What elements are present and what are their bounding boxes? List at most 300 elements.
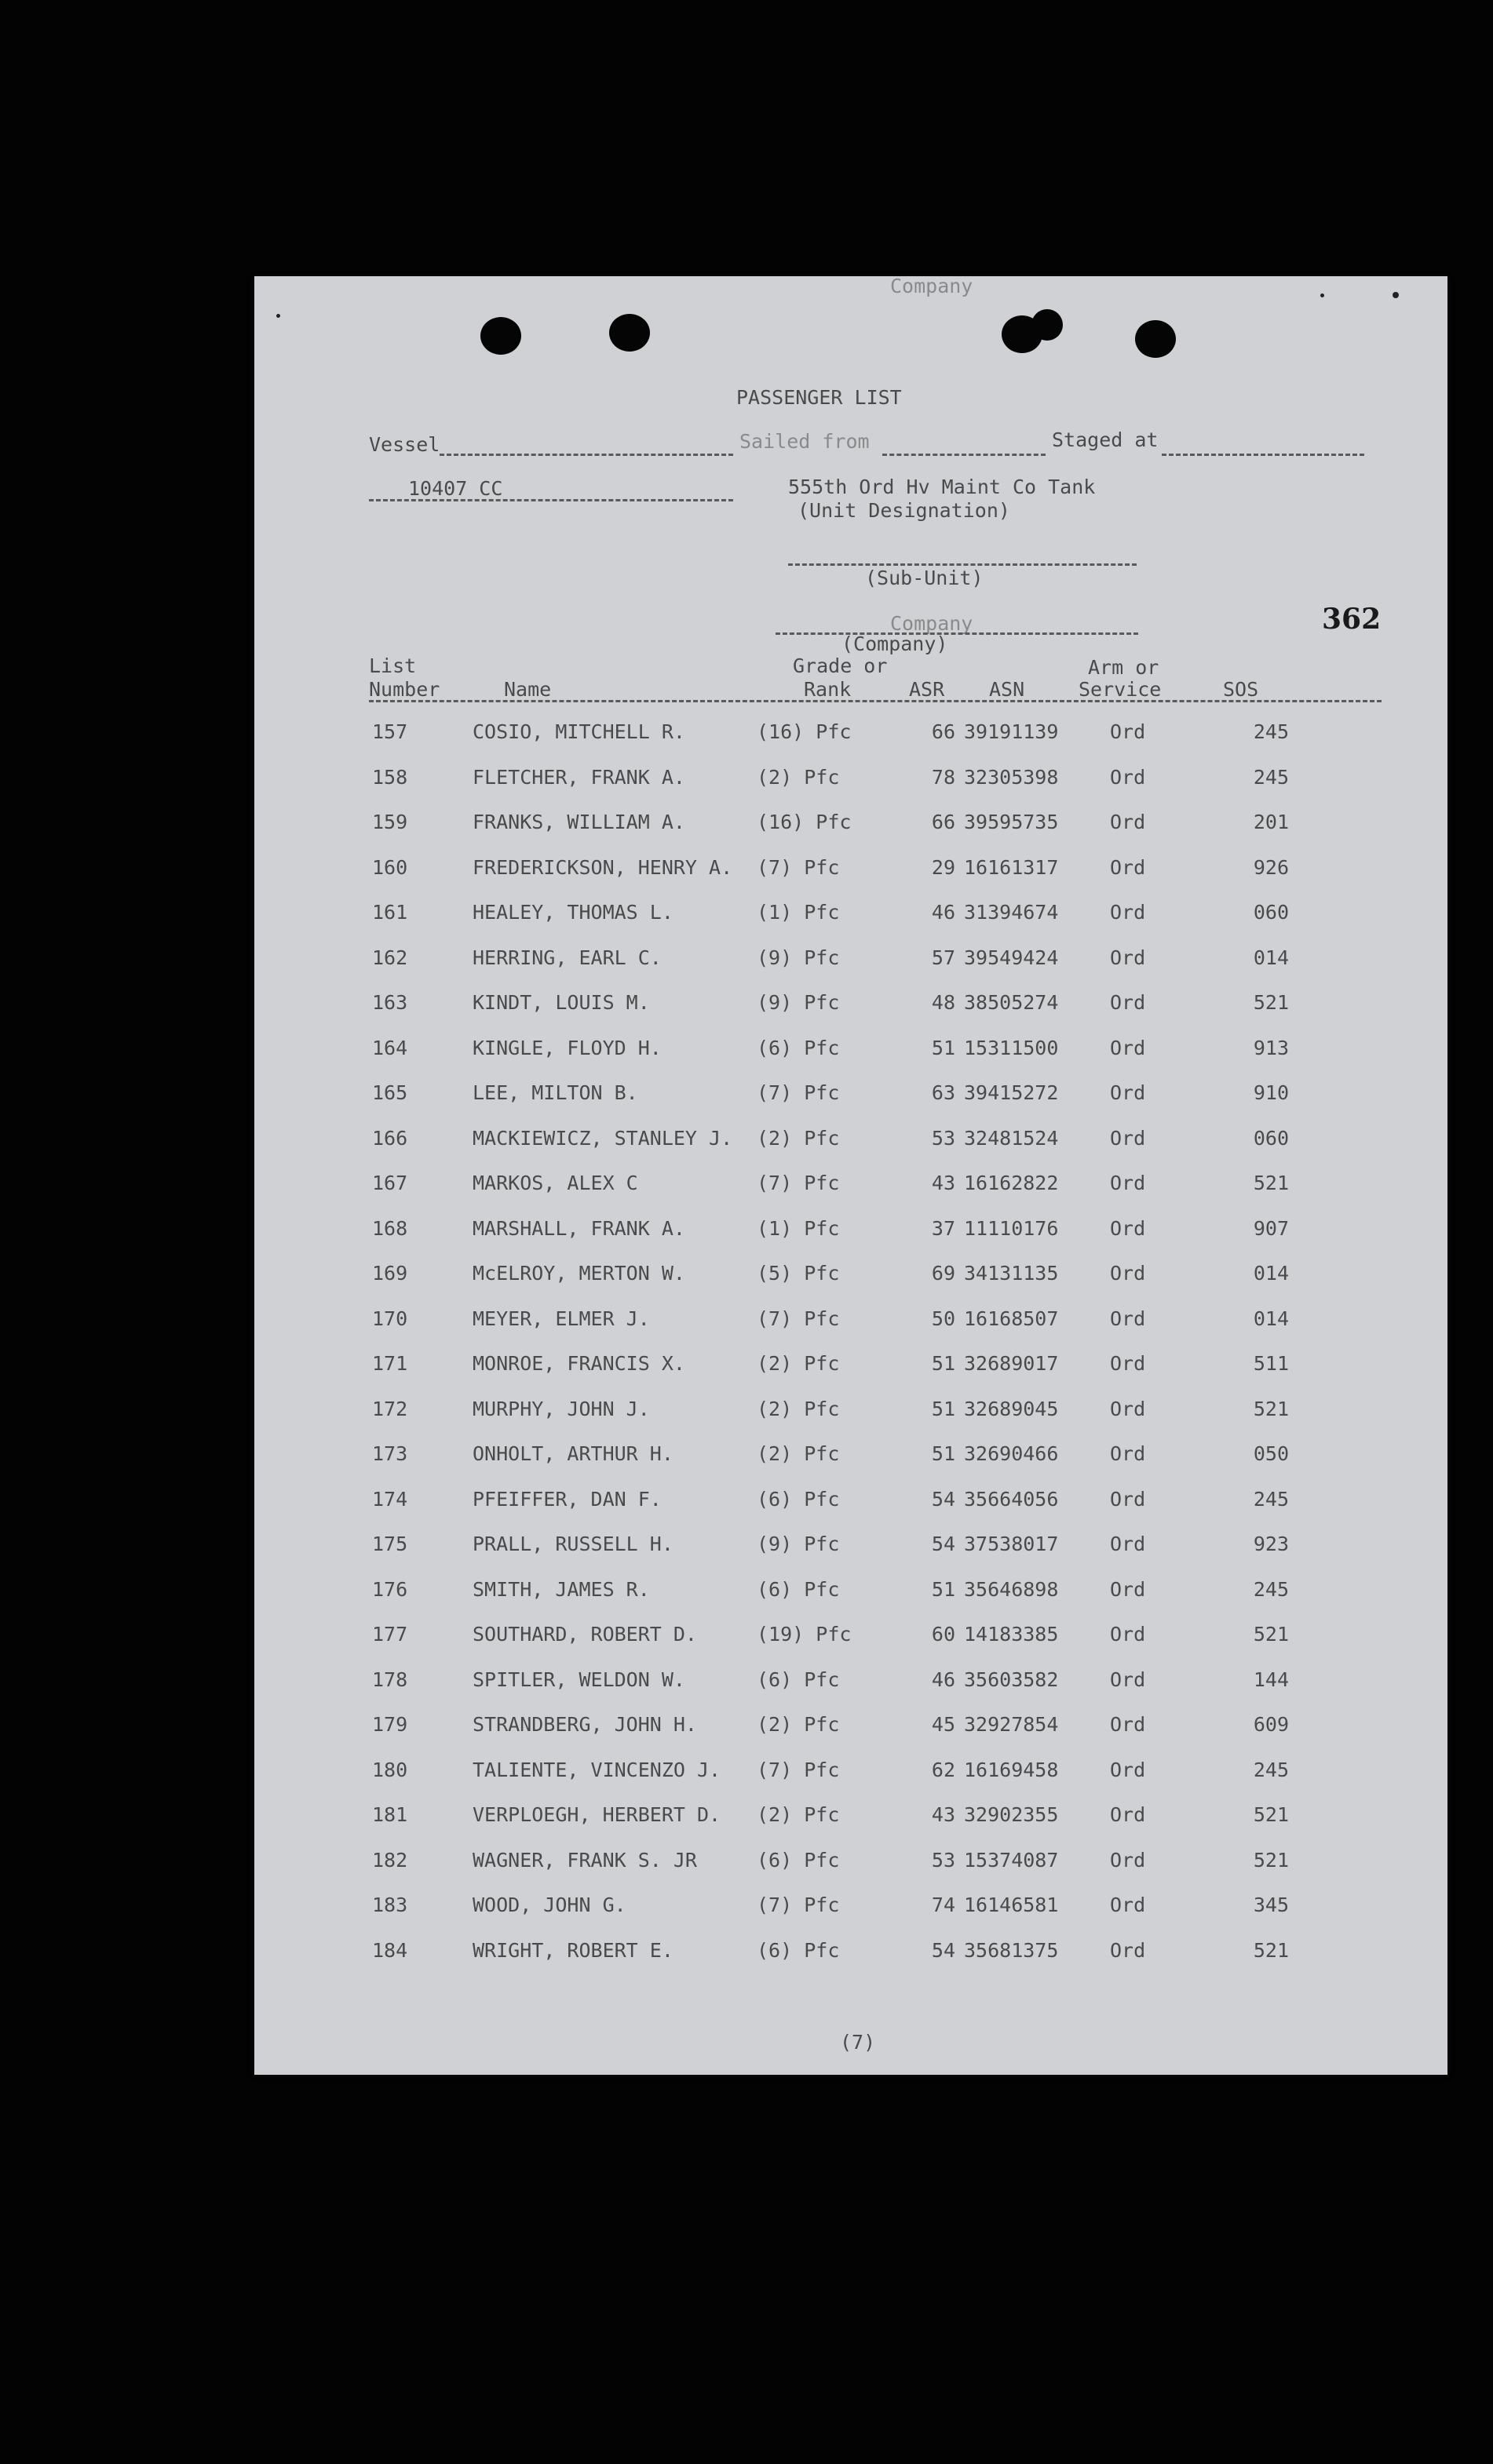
grade-rank [757, 1128, 839, 1148]
grade-text: Pfc [804, 901, 840, 924]
sos-code: 923 [1253, 1533, 1289, 1555]
serial-number: 11110176 [964, 1216, 1059, 1240]
grade-rank [757, 1670, 839, 1689]
table-row [254, 1715, 1447, 1759]
grade-code: (7) [757, 1894, 793, 1916]
table-row [254, 1760, 1447, 1805]
asr-score: 66 [931, 811, 955, 833]
grade-text: Pfc [804, 1848, 840, 1872]
asr-score: 46 [931, 901, 955, 924]
sos-code: 014 [1253, 1307, 1289, 1330]
grade-text: Pfc [804, 1668, 840, 1691]
grade-rank [757, 1624, 851, 1644]
list-number: 159 [372, 811, 408, 833]
list-number: 171 [372, 1352, 408, 1375]
passenger-name: TALIENTE, VINCENZO J. [473, 1758, 721, 1781]
punch-hole [1031, 309, 1063, 341]
table-row [254, 1216, 1447, 1263]
grade-text: Pfc [804, 1172, 840, 1194]
grade-text: Pfc [804, 1216, 840, 1240]
staged-at-line [1162, 454, 1364, 456]
serial-number: 14183385 [964, 1623, 1059, 1646]
grade-code: (16) [757, 811, 805, 833]
speck [1320, 293, 1324, 297]
passenger-name: HERRING, EARL C. [473, 946, 662, 969]
passenger-name: McELROY, MERTON W. [473, 1262, 685, 1285]
page-stamp: 362 [1322, 603, 1382, 636]
asr-score: 78 [931, 765, 955, 789]
table-row [254, 902, 1447, 947]
grade-text: Pfc [816, 720, 852, 743]
passenger-name: KINGLE, FLOYD H. [473, 1036, 662, 1059]
list-number: 164 [372, 1036, 408, 1059]
arm-service: Ord [1110, 1036, 1146, 1059]
list-number: 168 [372, 1216, 408, 1240]
asr-score: 37 [931, 1216, 955, 1240]
list-number: 167 [372, 1172, 408, 1194]
arm-service: Ord [1110, 991, 1146, 1014]
col-grade: Rank [804, 678, 852, 701]
passenger-name: STRANDBERG, JOHN H. [473, 1713, 697, 1736]
table-row [254, 1038, 1447, 1083]
sailed-from-line [882, 454, 1046, 456]
company-value: Company [890, 612, 973, 635]
list-number: 175 [372, 1533, 408, 1555]
table-row [254, 1083, 1447, 1128]
arm-service: Ord [1110, 1848, 1146, 1872]
grade-text: Pfc [804, 946, 840, 969]
asr-score: 69 [931, 1262, 955, 1285]
list-number: 182 [372, 1848, 408, 1872]
serial-number: 39415272 [964, 1081, 1059, 1104]
grade-rank [757, 1577, 840, 1601]
sos-code: 609 [1253, 1713, 1289, 1736]
list-number: 163 [372, 991, 408, 1014]
table-row [254, 1534, 1447, 1579]
table-row [254, 1624, 1447, 1669]
list-number: 161 [372, 901, 408, 924]
grade-rank [757, 1805, 839, 1824]
grade-text: Pfc [804, 1938, 840, 1962]
serial-number: 32927854 [964, 1713, 1059, 1736]
grade-text: Pfc [804, 1577, 840, 1601]
company-line [776, 632, 1138, 635]
grade-code: (5) [757, 1262, 793, 1285]
table-row [254, 1577, 1447, 1624]
list-number: 162 [372, 946, 408, 969]
sos-code: 245 [1253, 720, 1289, 743]
passenger-name: FREDERICKSON, HENRY A. [473, 855, 733, 879]
grade-code: (1) [757, 1216, 793, 1240]
grade-text: Pfc [804, 1307, 840, 1330]
passenger-name: HEALEY, THOMAS L. [473, 901, 673, 924]
asr-score: 66 [931, 720, 955, 743]
asr-score: 43 [931, 1803, 955, 1826]
asr-score: 51 [931, 1352, 955, 1375]
arm-service: Ord [1110, 1894, 1146, 1916]
grade-text: Pfc [804, 1894, 840, 1916]
grade-code: (2) [757, 1352, 793, 1375]
passenger-name: SMITH, JAMES R. [473, 1577, 650, 1601]
asr-score: 51 [931, 1397, 955, 1420]
passenger-name: WRIGHT, ROBERT E. [473, 1938, 673, 1962]
serial-number: 35664056 [964, 1487, 1059, 1511]
grade-text: Pfc [804, 765, 840, 789]
grade-rank [757, 1173, 839, 1193]
passenger-name: MARKOS, ALEX C [473, 1172, 638, 1194]
table-row [254, 1309, 1447, 1354]
sos-code: 910 [1253, 1081, 1289, 1104]
punch-hole [1135, 320, 1176, 358]
header-underline [369, 700, 1382, 702]
serial-number: 35681375 [964, 1938, 1059, 1962]
table-row [254, 1263, 1447, 1308]
grade-rank [757, 948, 839, 968]
sos-code: 521 [1253, 1397, 1289, 1420]
sos-code: 050 [1253, 1442, 1289, 1465]
grade-rank [757, 1938, 840, 1962]
table-row [254, 1444, 1447, 1489]
grade-rank [757, 855, 840, 879]
grade-code: (1) [757, 901, 793, 924]
grade-code: (9) [757, 946, 793, 969]
arm-service: Ord [1110, 1487, 1146, 1511]
speck [276, 314, 280, 318]
grade-text: Pfc [804, 1262, 840, 1285]
table-row [254, 767, 1447, 812]
grade-code: (6) [757, 1577, 793, 1601]
serial-number: 31394674 [964, 901, 1059, 924]
serial-number: 32305398 [964, 765, 1059, 789]
sos-code: 144 [1253, 1668, 1289, 1691]
serial-number: 32689045 [964, 1397, 1059, 1420]
grade-rank [757, 902, 839, 922]
grade-code: (16) [757, 720, 805, 743]
sos-code: 521 [1253, 1848, 1289, 1872]
sos-code: 521 [1253, 1938, 1289, 1962]
grade-rank [757, 722, 851, 742]
serial-number: 32481524 [964, 1126, 1059, 1150]
col-asr: ASR [909, 678, 945, 701]
serial-number: 37538017 [964, 1533, 1059, 1555]
punch-hole [609, 314, 650, 352]
sos-code: 926 [1253, 855, 1289, 879]
asr-score: 53 [931, 1126, 955, 1150]
list-number: 180 [372, 1758, 408, 1781]
grade-code: (7) [757, 1172, 793, 1194]
list-number: 169 [372, 1262, 408, 1285]
table-row [254, 1938, 1447, 1985]
serial-number: 32690466 [964, 1442, 1059, 1465]
list-number: 184 [372, 1938, 408, 1962]
passenger-name: WOOD, JOHN G. [473, 1894, 626, 1916]
grade-text: Pfc [804, 1126, 840, 1150]
passenger-name: MURPHY, JOHN J. [473, 1397, 650, 1420]
grade-text: Pfc [804, 1803, 840, 1826]
table-row [254, 722, 1447, 767]
arm-service: Ord [1110, 1442, 1146, 1465]
arm-service: Ord [1110, 720, 1146, 743]
passenger-name: MEYER, ELMER J. [473, 1307, 650, 1330]
col-asn: ASN [989, 678, 1025, 701]
list-number: 178 [372, 1668, 408, 1691]
arm-service: Ord [1110, 1307, 1146, 1330]
list-number: 179 [372, 1713, 408, 1736]
form-title: PASSENGER LIST [736, 386, 902, 409]
grade-rank [757, 993, 839, 1012]
list-number: 177 [372, 1623, 408, 1646]
serial-number: 39595735 [964, 811, 1059, 833]
table-row [254, 1173, 1447, 1218]
grade-rank [757, 1489, 839, 1509]
table-row [254, 1489, 1447, 1534]
table-row [254, 1805, 1447, 1850]
col-arm: Arm or [1088, 656, 1159, 679]
passenger-name: PFEIFFER, DAN F. [473, 1487, 662, 1511]
serial-number: 16146581 [964, 1894, 1059, 1916]
list-number: 160 [372, 855, 408, 879]
grade-text: Pfc [804, 1397, 840, 1420]
list-number: 157 [372, 720, 408, 743]
grade-rank [757, 1895, 839, 1915]
grade-rank [757, 1083, 839, 1103]
list-number: 181 [372, 1803, 408, 1826]
grade-rank [757, 1715, 839, 1734]
table-row [254, 993, 1447, 1037]
asr-score: 51 [931, 1036, 955, 1059]
grade-rank [757, 1444, 839, 1463]
asr-score: 51 [931, 1442, 955, 1465]
grade-code: (2) [757, 765, 793, 789]
grade-text: Pfc [804, 991, 840, 1014]
serial-number: 35646898 [964, 1577, 1059, 1601]
arm-service: Ord [1110, 855, 1146, 879]
list-number: 172 [372, 1397, 408, 1420]
grade-text: Pfc [804, 1081, 840, 1104]
sos-code: 521 [1253, 1803, 1289, 1826]
asr-score: 43 [931, 1172, 955, 1194]
grade-rank [757, 1309, 839, 1329]
unit-number-line [369, 499, 733, 501]
grade-code: (2) [757, 1126, 793, 1150]
passenger-name: COSIO, MITCHELL R. [473, 720, 685, 743]
sos-code: 521 [1253, 991, 1289, 1014]
sos-code: 245 [1253, 765, 1289, 789]
sub-unit-line [788, 563, 1137, 566]
arm-service: Ord [1110, 1262, 1146, 1285]
grade-rank [757, 1038, 839, 1058]
sos-code: 521 [1253, 1172, 1289, 1194]
sos-code: 014 [1253, 1262, 1289, 1285]
grade-rank [757, 1354, 839, 1373]
table-row [254, 1670, 1447, 1715]
passenger-name: KINDT, LOUIS M. [473, 991, 650, 1014]
arm-service: Ord [1110, 1938, 1146, 1962]
passenger-name: SOUTHARD, ROBERT D. [473, 1623, 697, 1646]
asr-score: 46 [931, 1668, 955, 1691]
sos-code: 014 [1253, 946, 1289, 969]
grade-text: Pfc [804, 1758, 840, 1781]
footer-page-number: (7) [840, 2031, 876, 2054]
passenger-name: MONROE, FRANCIS X. [473, 1352, 685, 1375]
asr-score: 29 [931, 855, 955, 879]
grade-text: Pfc [804, 1713, 840, 1736]
arm-service: Ord [1110, 901, 1146, 924]
passenger-name: FRANKS, WILLIAM A. [473, 811, 685, 833]
arm-service: Ord [1110, 1126, 1146, 1150]
staged-at-label: Staged at [1052, 428, 1159, 451]
passenger-name: MARSHALL, FRANK A. [473, 1216, 685, 1240]
passenger-name: PRALL, RUSSELL H. [473, 1533, 673, 1555]
list-number: 170 [372, 1307, 408, 1330]
asr-score: 54 [931, 1487, 955, 1511]
asr-score: 57 [931, 946, 955, 969]
grade-text: Pfc [804, 1352, 840, 1375]
grade-code: (6) [757, 1036, 793, 1059]
sos-code: 245 [1253, 1577, 1289, 1601]
sailed-from-label: Sailed from [739, 430, 870, 453]
unit-designation-caption: (Unit Designation) [798, 499, 1010, 522]
arm-service: Ord [1110, 1668, 1146, 1691]
table-row [254, 1354, 1447, 1398]
asr-score: 54 [931, 1938, 955, 1962]
col-name: Name [504, 678, 552, 701]
unit-number: 10407 CC [408, 477, 503, 500]
vessel-label: Vessel [369, 433, 440, 456]
arm-service: Ord [1110, 1352, 1146, 1375]
company-caption: (Company) [841, 632, 948, 655]
arm-service: Ord [1110, 1081, 1146, 1104]
asr-score: 54 [931, 1533, 955, 1555]
col-grade: Grade or [793, 654, 888, 677]
grade-code: (9) [757, 1533, 793, 1555]
grade-code: (6) [757, 1848, 793, 1872]
serial-number: 32902355 [964, 1803, 1059, 1826]
grade-text: Pfc [804, 1036, 840, 1059]
arm-service: Ord [1110, 1623, 1146, 1646]
arm-service: Ord [1110, 1577, 1146, 1601]
grade-text: Pfc [804, 1533, 840, 1555]
asr-score: 50 [931, 1307, 955, 1330]
serial-number: 34131135 [964, 1262, 1059, 1285]
sos-code: 521 [1253, 1623, 1289, 1646]
grade-code: (7) [757, 1081, 793, 1104]
table-row [254, 812, 1447, 857]
table-row [254, 855, 1447, 902]
passenger-name: ONHOLT, ARTHUR H. [473, 1442, 673, 1465]
arm-service: Ord [1110, 1172, 1146, 1194]
sos-code: 511 [1253, 1352, 1289, 1375]
passenger-name: LEE, MILTON B. [473, 1081, 638, 1104]
serial-number: 39549424 [964, 946, 1059, 969]
passenger-name: MACKIEWICZ, STANLEY J. [473, 1126, 733, 1150]
serial-number: 35603582 [964, 1668, 1059, 1691]
grade-rank [757, 1850, 839, 1870]
table-row [254, 948, 1447, 993]
arm-service: Ord [1110, 1803, 1146, 1826]
arm-service: Ord [1110, 1533, 1146, 1555]
grade-code: (2) [757, 1713, 793, 1736]
arm-service: Ord [1110, 946, 1146, 969]
grade-code: (2) [757, 1442, 793, 1465]
serial-number: 38505274 [964, 991, 1059, 1014]
serial-number: 16169458 [964, 1758, 1059, 1781]
table-row [254, 1850, 1447, 1895]
grade-rank [757, 1263, 839, 1283]
asr-score: 74 [931, 1894, 955, 1916]
grade-rank [757, 1216, 840, 1240]
arm-service: Ord [1110, 1758, 1146, 1781]
grade-text: Pfc [804, 1487, 840, 1511]
table-row [254, 1895, 1447, 1940]
sub-unit-caption: (Sub-Unit) [865, 567, 984, 589]
col-arm: Service [1079, 678, 1162, 701]
asr-score: 53 [931, 1848, 955, 1872]
col-list-number: List [369, 654, 417, 677]
grade-code: (6) [757, 1487, 793, 1511]
vessel-line [440, 454, 733, 456]
list-number: 166 [372, 1126, 408, 1150]
col-sos: SOS [1223, 678, 1259, 701]
grade-code: (9) [757, 991, 793, 1014]
arm-service: Ord [1110, 811, 1146, 833]
grade-text: Pfc [816, 1623, 852, 1646]
document-page [254, 276, 1447, 2075]
list-number: 158 [372, 765, 408, 789]
sos-code: 245 [1253, 1758, 1289, 1781]
sos-code: 060 [1253, 1126, 1289, 1150]
grade-code: (7) [757, 1758, 793, 1781]
arm-service: Ord [1110, 1216, 1146, 1240]
table-row [254, 1128, 1447, 1173]
serial-number: 39191139 [964, 720, 1059, 743]
speck [1393, 292, 1399, 298]
grade-rank [757, 1760, 839, 1780]
grade-rank [757, 767, 839, 787]
serial-number: 15311500 [964, 1036, 1059, 1059]
grade-code: (7) [757, 1307, 793, 1330]
serial-number: 16161317 [964, 855, 1059, 879]
list-number: 173 [372, 1442, 408, 1465]
asr-score: 48 [931, 991, 955, 1014]
grade-rank [757, 1399, 839, 1419]
asr-score: 63 [931, 1081, 955, 1104]
serial-number: 16168507 [964, 1307, 1059, 1330]
grade-code: (7) [757, 855, 793, 879]
sos-code: 907 [1253, 1216, 1289, 1240]
grade-rank [757, 1534, 839, 1554]
grade-text: Pfc [804, 855, 840, 879]
grade-code: (2) [757, 1397, 793, 1420]
list-number: 183 [372, 1894, 408, 1916]
list-number: 165 [372, 1081, 408, 1104]
col-list-number: Number [369, 678, 440, 701]
sos-code: 345 [1253, 1894, 1289, 1916]
grade-code: (19) [757, 1623, 805, 1646]
asr-score: 60 [931, 1623, 955, 1646]
sos-code: 245 [1253, 1487, 1289, 1511]
table-row [254, 1399, 1447, 1444]
passenger-name: VERPLOEGH, HERBERT D. [473, 1803, 721, 1826]
asr-score: 45 [931, 1713, 955, 1736]
asr-score: 62 [931, 1758, 955, 1781]
passenger-name: WAGNER, FRANK S. JR [473, 1848, 697, 1872]
asr-score: 51 [931, 1577, 955, 1601]
list-number: 176 [372, 1577, 408, 1601]
passenger-name: SPITLER, WELDON W. [473, 1668, 685, 1691]
company-value: Company [890, 275, 973, 297]
passenger-name: FLETCHER, FRANK A. [473, 765, 685, 789]
